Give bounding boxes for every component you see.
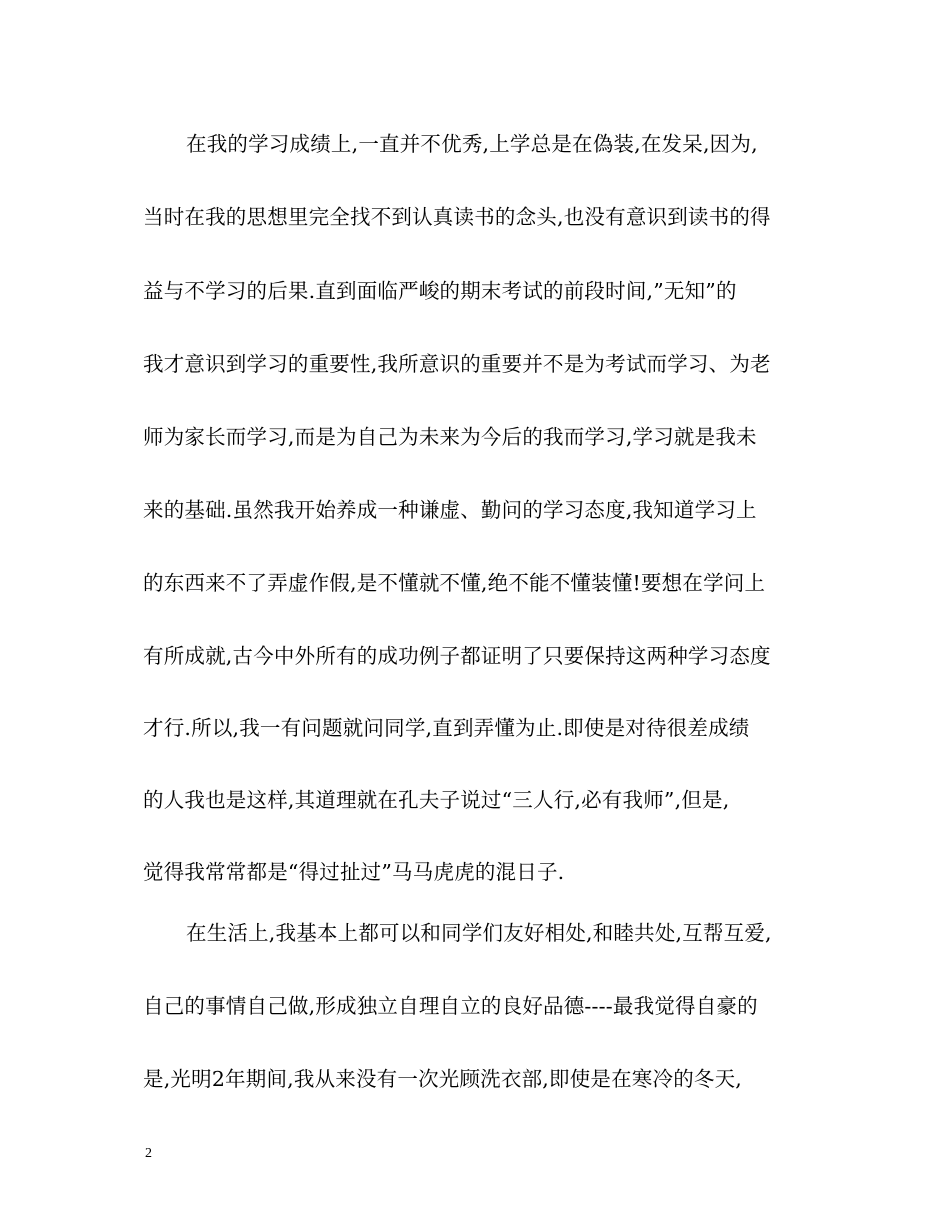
paragraph-1-line-5: 师为家长而学习,而是为自己为未来为今后的我而学习,学习就是我未 bbox=[143, 425, 757, 449]
paragraph-1-line-6: 来的基础.虽然我开始养成一种谦虚、勤问的学习态度,我知道学习上 bbox=[143, 498, 757, 522]
paragraph-1-line-9: 才行.所以,我一有问题就问同学,直到弄懂为止.即使是对待很差成绩 bbox=[143, 716, 750, 740]
paragraph-2-line-1: 在生活上,我基本上都可以和同学们友好相处,和睦共处,互帮互爱, bbox=[186, 921, 772, 945]
paragraph-1-line-8: 有所成就,古今中外所有的成功例子都证明了只要保持这两种学习态度 bbox=[143, 644, 771, 668]
paragraph-1-line-3: 益与不学习的后果.直到面临严峻的期末考试的前段时间,”无知”的 bbox=[143, 279, 737, 303]
paragraph-1-line-1: 在我的学习成绩上,一直并不优秀,上学总是在偽装,在发呆,因为, bbox=[186, 132, 758, 156]
paragraph-1-line-10: 的人我也是这样,其道理就在孔夫子说过“三人行,必有我师”,但是, bbox=[143, 788, 730, 812]
paragraph-1-line-11: 觉得我常常都是“得过扯过”马马虎虎的混日子. bbox=[143, 860, 565, 884]
paragraph-2-line-3: 是,光明2年期间,我从来没有一次光顾洗衣部,即使是在寒冷的冬天, bbox=[143, 1067, 743, 1091]
page-number: 2 bbox=[145, 1146, 152, 1161]
paragraph-1-line-7: 的东西来不了弄虚作假,是不懂就不懂,绝不能不懂装懂!要想在学问上 bbox=[143, 571, 766, 595]
paragraph-2-line-2: 自己的事情自己做,形成独立自理自立的良好品德----最我觉得自豪的 bbox=[143, 994, 758, 1018]
paragraph-1-line-4: 我才意识到学习的重要性,我所意识的重要并不是为考试而学习、为老 bbox=[143, 352, 771, 376]
paragraph-1-line-2: 当时在我的思想里完全找不到认真读书的念头,也没有意识到读书的得 bbox=[143, 205, 771, 229]
